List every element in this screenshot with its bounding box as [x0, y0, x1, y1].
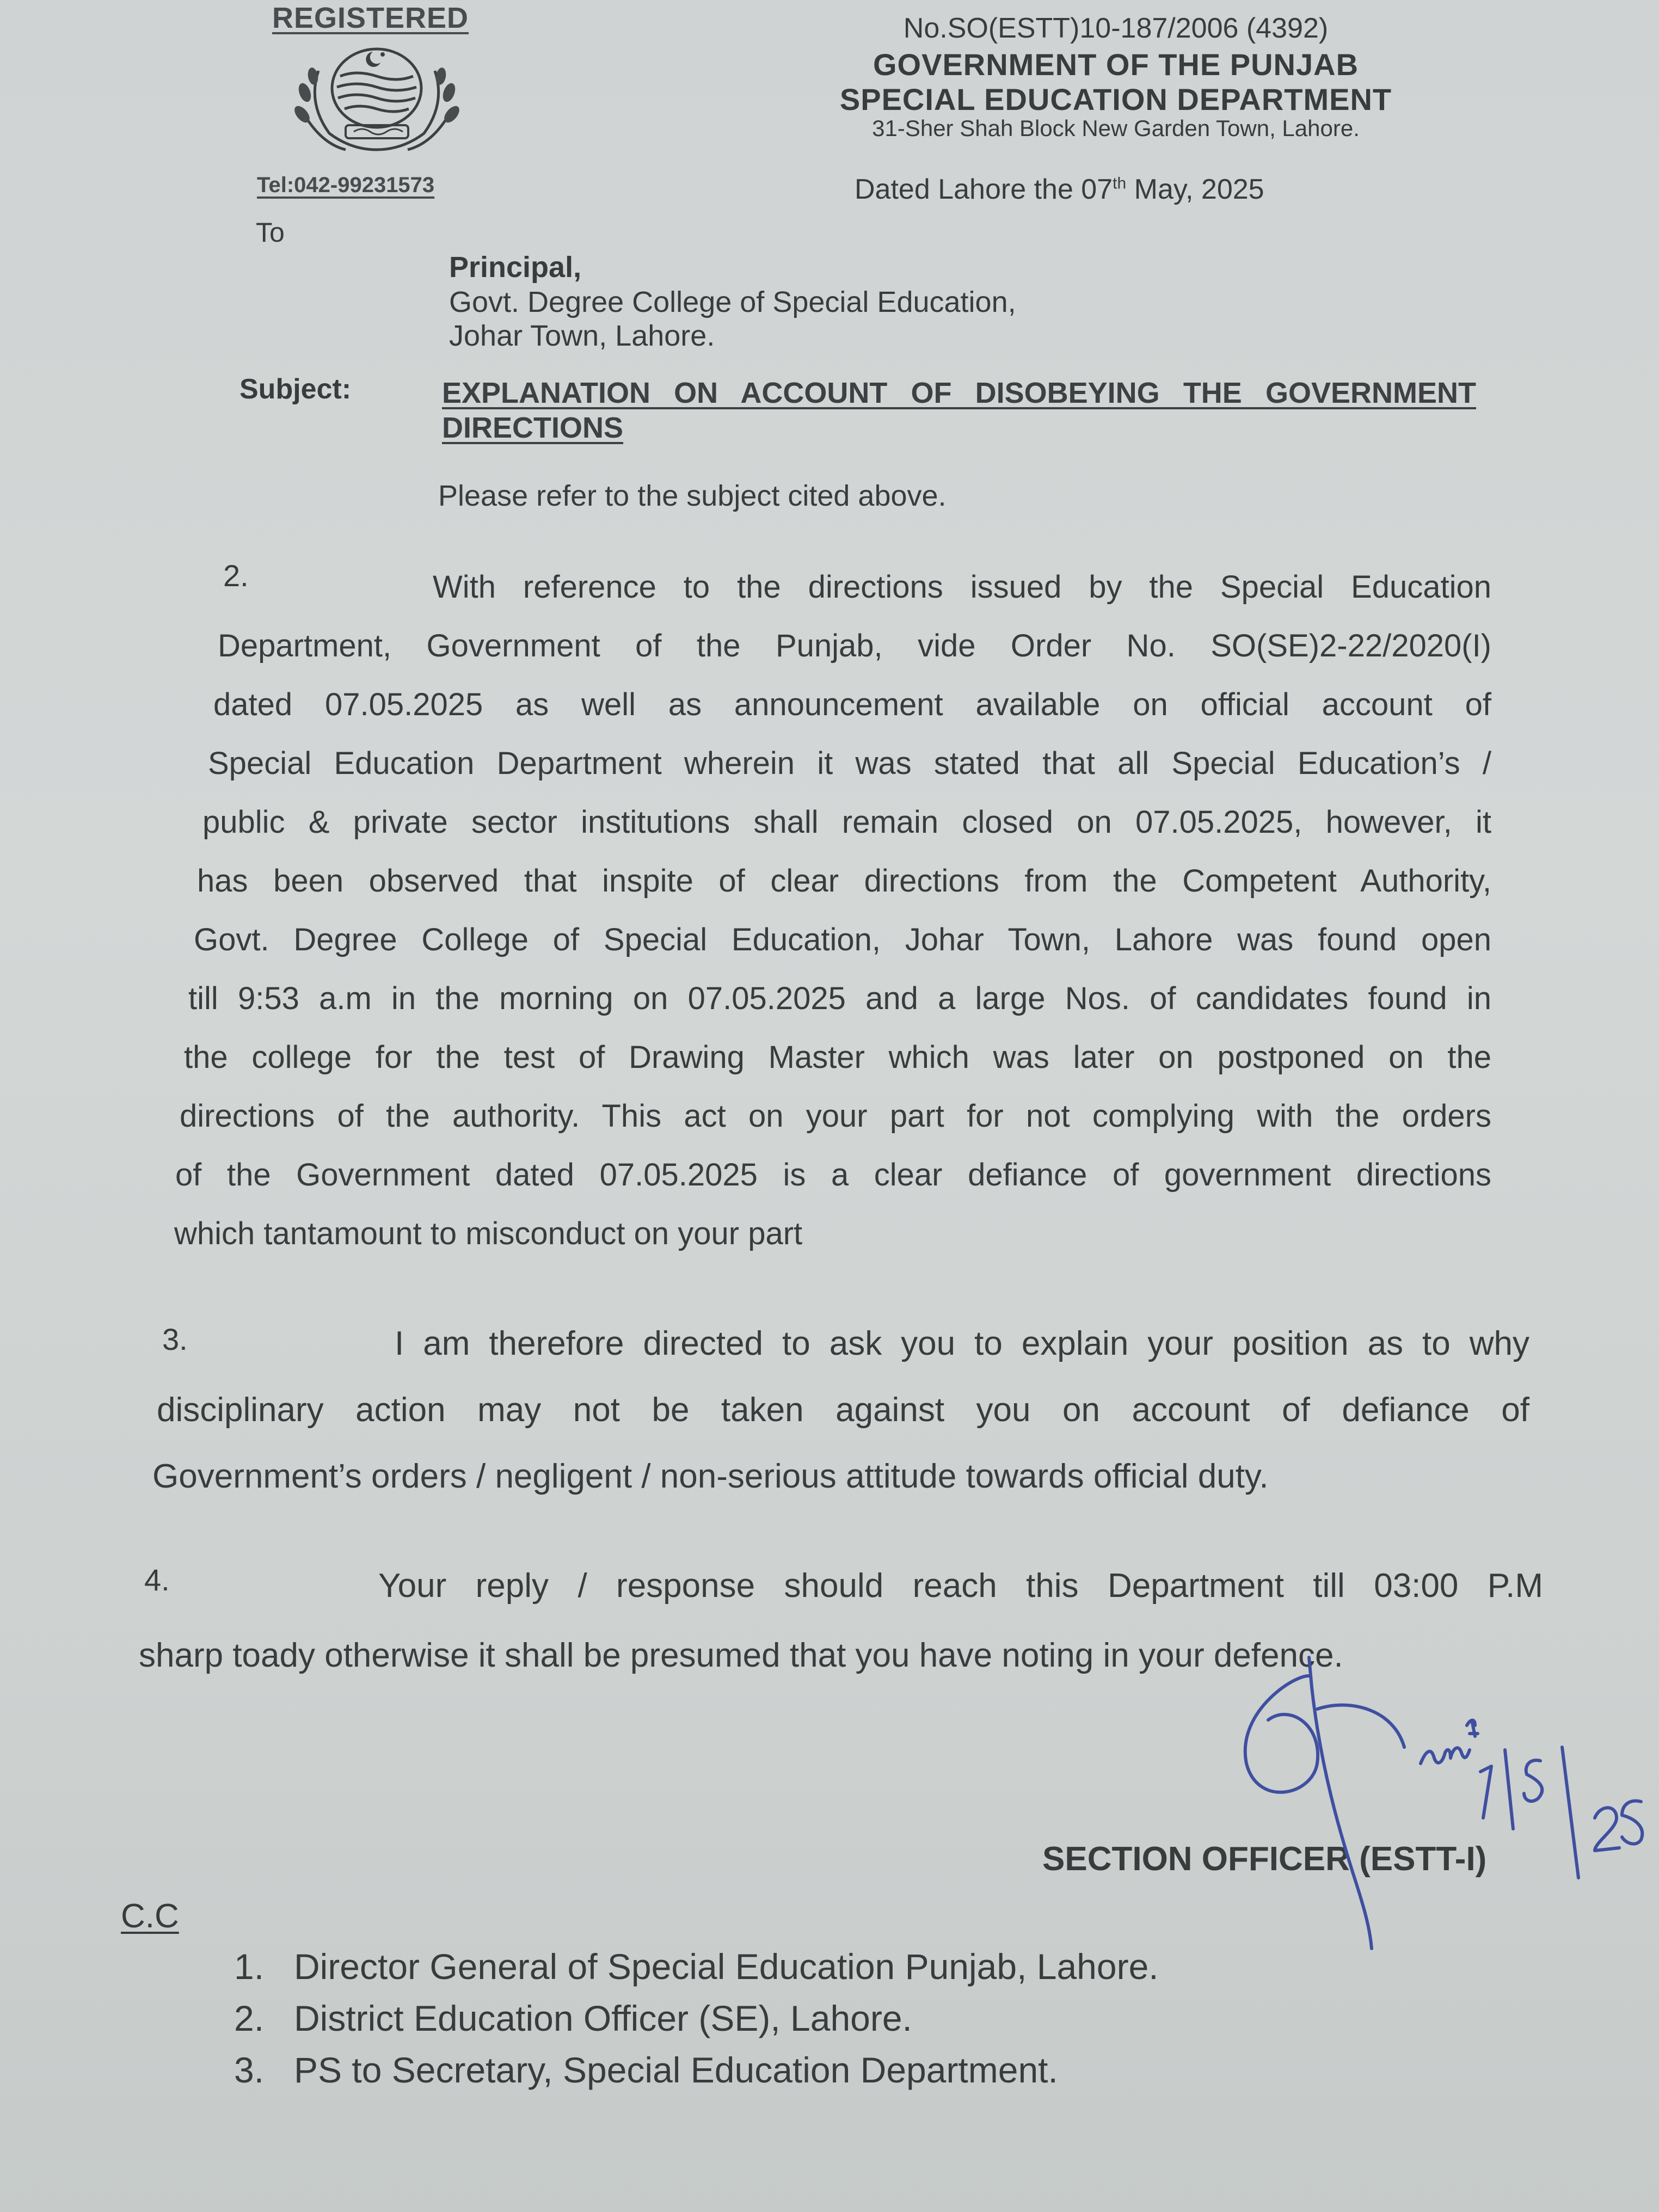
- to-label: To: [256, 217, 285, 248]
- section-officer-designation: SECTION OFFICER (ESTT-I): [1042, 1840, 1487, 1878]
- paragraph-2-line: Department, Government of the Punjab, vide Order No. SO(SE)2-22/2020(I): [218, 628, 1491, 663]
- paragraph-2-line: which tantamount to misconduct on your part: [174, 1216, 803, 1251]
- letter-number: No.SO(ESTT)10-187/2006 (4392): [903, 13, 1329, 44]
- paragraph-2-line: Govt. Degree College of Special Education, Johar Town, Lahore was found open: [194, 922, 1491, 957]
- cc-item-text: PS to Secretary, Special Education Department.: [294, 2050, 1058, 2090]
- paragraph-2-line: the college for the test of Drawing Master which was later on postponed on the: [184, 1040, 1491, 1075]
- punjab-government-emblem-icon: [286, 38, 468, 163]
- cc-list-item: [234, 1946, 1159, 1987]
- department-address: 31-Sher Shah Block New Garden Town, Lahore.: [872, 115, 1360, 141]
- paragraph-2-line: With reference to the directions issued by the Special Education: [433, 569, 1491, 605]
- cc-item-number: 3.: [234, 2050, 265, 2090]
- date-prefix: Dated Lahore the 07: [855, 174, 1113, 205]
- paragraph-1: Please refer to the subject cited above.: [438, 480, 947, 512]
- paragraph-4-number: 4.: [144, 1563, 170, 1597]
- cc-list-item: [234, 2049, 1058, 2091]
- paragraph-2-line: public & private sector institutions shall remain closed on 07.05.2025, however, it: [202, 804, 1491, 840]
- addressee-title: Principal,: [449, 251, 582, 284]
- addressee-institution: Govt. Degree College of Special Education,: [449, 286, 1016, 318]
- cc-list-item: [234, 1998, 912, 2039]
- paragraph-2-line: has been observed that inspite of clear directions from the Competent Authority,: [197, 863, 1491, 899]
- paragraph-2-line: of the Government dated 07.05.2025 is a clear defiance of government directions: [175, 1157, 1491, 1193]
- paragraph-3-line: I am therefore directed to ask you to explain your position as to why: [395, 1325, 1529, 1362]
- cc-label: C.C: [121, 1897, 179, 1935]
- addressee-location: Johar Town, Lahore.: [449, 319, 715, 352]
- paragraph-3-line: disciplinary action may not be taken against you on account of defiance of: [157, 1391, 1529, 1429]
- subject-label: Subject:: [239, 373, 352, 405]
- paragraph-4-line: sharp toady otherwise it shall be presumed that you have noting in your defence.: [139, 1637, 1343, 1674]
- paragraph-2-line: directions of the authority. This act on your part for not complying with the orders: [180, 1098, 1491, 1134]
- registered-stamp: REGISTERED: [272, 2, 469, 34]
- paragraph-4-line: Your reply / response should reach this Department till 03:00 P.M: [378, 1567, 1543, 1605]
- paragraph-2-line: Special Education Department wherein it was stated that all Special Education’s /: [208, 746, 1491, 781]
- paragraph-3: [152, 1311, 1529, 1510]
- telephone-number: Tel:042-99231573: [257, 173, 435, 197]
- handwritten-signature-icon: [1214, 1655, 1659, 2003]
- letter-date: [855, 173, 1264, 206]
- paragraph-2-line: dated 07.05.2025 as well as announcement available on official account of: [213, 687, 1491, 722]
- date-suffix: May, 2025: [1126, 174, 1264, 205]
- subject-text: EXPLANATION ON ACCOUNT OF DISOBEYING THE GOVERNMENT DIRECTIONS: [442, 377, 1476, 444]
- cc-item-text: Director General of Special Education Punjab, Lahore.: [294, 1946, 1159, 1987]
- paragraph-2-line: till 9:53 a.m in the morning on 07.05.2025 and a large Nos. of candidates found in: [188, 981, 1491, 1016]
- date-ordinal: th: [1113, 174, 1127, 193]
- government-title: GOVERNMENT OF THE PUNJAB: [872, 47, 1359, 82]
- paragraph-2-number: 2.: [223, 558, 249, 593]
- cc-item-number: 1.: [234, 1946, 265, 1987]
- cc-item-number: 2.: [234, 1998, 265, 2038]
- paragraph-2: [174, 558, 1491, 1263]
- paragraph-3-line: Government’s orders / negligent / non-serious attitude towards official duty.: [152, 1458, 1269, 1495]
- cc-item-text: District Education Officer (SE), Lahore.: [294, 1998, 912, 2038]
- paragraph-3-number: 3.: [162, 1322, 188, 1356]
- department-title: SPECIAL EDUCATION DEPARTMENT: [839, 82, 1392, 116]
